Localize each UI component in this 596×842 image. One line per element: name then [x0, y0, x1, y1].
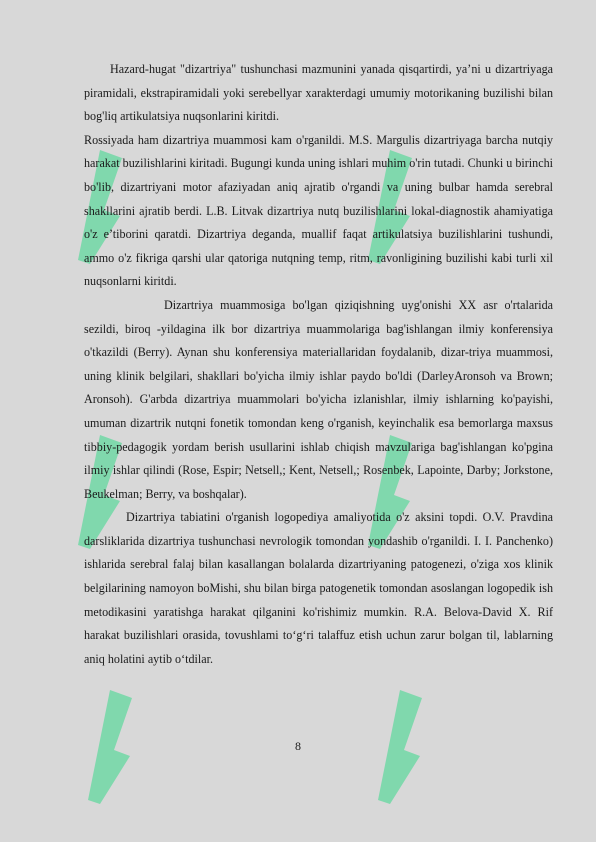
page-number: 8 [295, 739, 301, 753]
paragraph: Dizartriya muammosiga bo'lgan qiziqishning uyg'onishi XX asr o'rtalarida sezildi, biroq -yildagina ilk bor dizartriya muammolariga bag'ishlangan ilmiy konferensiya o'tkazildi (Berry). Aynan shu konferensiya materiallaridan foydalanib, dizar-triya muammosi, uning klinik belgilari, shakllari bo'yicha ilmiy ishlar paydo bo'ldi (DarleyAronsoh va Brown; Aronsoh). G'arbda dizartriya muammolari bo'yicha izlanishlar, ilmiy ishlarning ko'payishi, umuman dizartrik nutqni fonetik tomondan keng o'rganish, keyinchalik esa bemorlarga maxsus tibbiy-pedagogik yordam berish usullarini ishlab chiqish mavzulariga bag'ishlangan ko'pgina ilmiy ishlar qilindi (Rose, Espir; Netsell,; Kent, Netsell,; Rosenbek, Lapointe, Darby; Jorkstone, Beukelman; Berry, va boshqalar). [84, 297, 553, 501]
body-text [84, 58, 553, 671]
paragraph: Rossiyada ham dizartriya muammosi kam o'rganildi. M.S. Margulis dizartriyaga barcha nutqiy harakat buzilishlarini kiritadi. Bugungi kunda uning ishlari muhim o'rin tutadi. Chunki u birinchi bo'lib, dizartriyani motor afaziyadan aniq ajratib o'rgandi va uning bulbar hamda serebral shakllarini ajratib berdi. L.B. Litvak dizartriya nutq buzilishlarini lokal-diagnostik ahamiyatiga o'z e’tiborini qaratdi. Dizartriya deganda, muallif faqat artikulatsiya buzilishlarini tushundi, ammo o'z fikriga qarshi ular qatoriga nutqning temp, ritm, ravonligining buzilishi kabi turli xil nuqsonlarni kiritdi. [84, 132, 553, 289]
paragraph: Dizartriya tabiatini o'rganish logopediya amaliyotida o'z aksini topdi. O.V. Pravdina darsliklarida dizartriya tushunchasi nevrologik tomondan yondashib o'rganildi. I. I. Panchenko) ishlarida serebral falaj bilan kasallangan bolalarda dizartriyaning patogenezi, o'ziga xos klinik belgilarining namoyon boMishi, shu bilan birga patogenetik tomondan asoslangan logopedik ish metodikasini yaratishga harakat qilganini ko'rishimiz mumkin. R.A. Belova-David X. Rif harakat buzilishlari orasida, tovushlami to‘g‘ri talaffuz etish uchun zarur bolgan til, lablarning aniq holatini aytib o‘tdilar. [84, 510, 553, 666]
paragraph: Hazard-hugat "dizartriya" tushunchasi mazmunini yanada qisqartirdi, ya’ni u dizartriyaga piramidali, ekstrapiramidali yoki serebellyar xarakterdagi umumiy motorikaning buzilishi bilan bog'liq artikulatsiya nuqsonlarini kiritdi. [84, 62, 553, 124]
